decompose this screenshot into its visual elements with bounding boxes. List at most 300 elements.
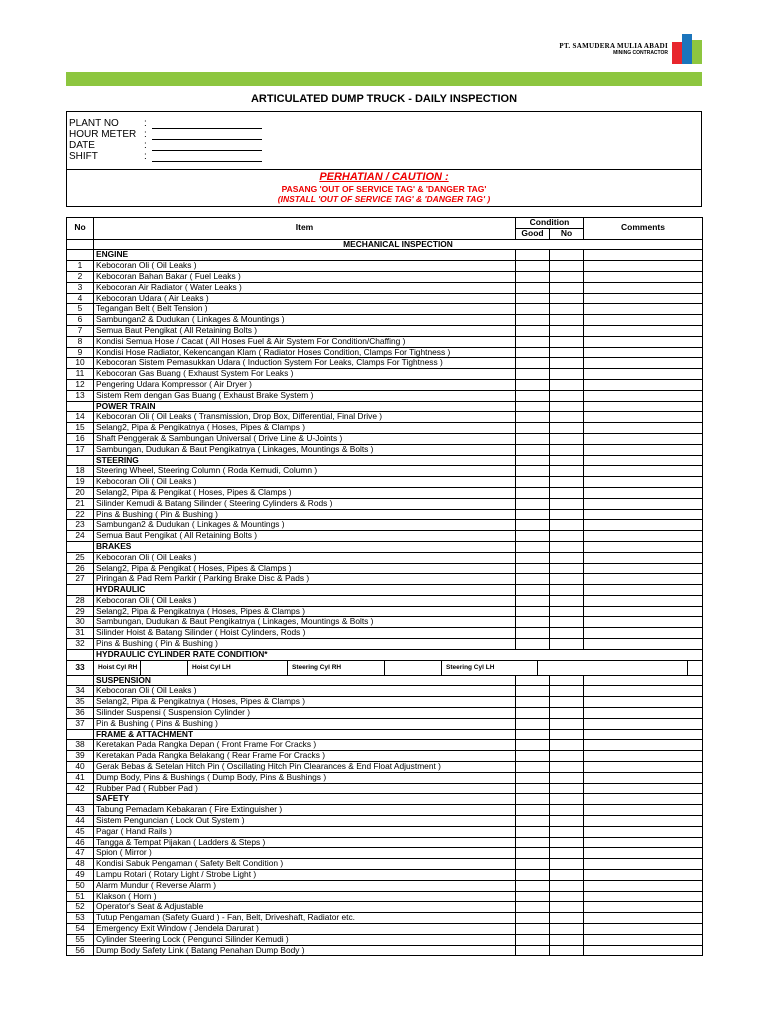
- no-checkbox-cell[interactable]: [550, 595, 584, 606]
- item-number: 33: [67, 660, 94, 675]
- comments-cell[interactable]: [584, 520, 703, 531]
- table-row: [67, 477, 703, 488]
- item-description: Pins & Bushing ( Pin & Bushing ): [94, 639, 516, 650]
- table-row: [67, 708, 703, 719]
- no-checkbox-cell[interactable]: [550, 805, 584, 816]
- good-checkbox-cell[interactable]: [516, 902, 550, 913]
- no-checkbox-cell[interactable]: [550, 498, 584, 509]
- table-row: [67, 412, 703, 423]
- comments-cell[interactable]: [584, 282, 703, 293]
- comments-cell[interactable]: [584, 509, 703, 520]
- blank-cell: [516, 455, 550, 466]
- comments-cell[interactable]: [584, 606, 703, 617]
- item-number: 46: [67, 837, 94, 848]
- comments-cell[interactable]: [584, 783, 703, 794]
- inspection-table: [66, 217, 703, 956]
- hoist-cyl-lh-input[interactable]: [141, 661, 188, 675]
- comments-cell[interactable]: [584, 740, 703, 751]
- good-checkbox-cell[interactable]: [516, 595, 550, 606]
- good-checkbox-cell[interactable]: [516, 891, 550, 902]
- blank-cell: [584, 585, 703, 596]
- item-description: Pengering Udara Kompressor ( Air Dryer ): [94, 379, 516, 390]
- section-row: [67, 729, 703, 740]
- table-row: [67, 293, 703, 304]
- comments-cell[interactable]: [584, 826, 703, 837]
- no-checkbox-cell[interactable]: [550, 816, 584, 827]
- comments-cell[interactable]: [584, 563, 703, 574]
- no-checkbox-cell[interactable]: [550, 390, 584, 401]
- no-checkbox-cell[interactable]: [550, 531, 584, 542]
- good-checkbox-cell[interactable]: [516, 358, 550, 369]
- good-checkbox-cell[interactable]: [516, 466, 550, 477]
- comments-cell[interactable]: [584, 390, 703, 401]
- comments-cell[interactable]: [584, 552, 703, 563]
- no-checkbox-cell[interactable]: [550, 369, 584, 380]
- no-checkbox-cell[interactable]: [550, 433, 584, 444]
- comments-cell[interactable]: [584, 293, 703, 304]
- good-checkbox-cell[interactable]: [516, 336, 550, 347]
- comments-cell[interactable]: [584, 379, 703, 390]
- good-checkbox-cell[interactable]: [516, 805, 550, 816]
- item-number: 39: [67, 751, 94, 762]
- good-checkbox-cell[interactable]: [516, 412, 550, 423]
- cylinder-rate-row: [67, 660, 703, 675]
- blank-cell: [67, 401, 94, 412]
- no-checkbox-cell[interactable]: [550, 762, 584, 773]
- blank-cell: [550, 541, 584, 552]
- info-label: DATE: [69, 140, 95, 151]
- good-checkbox-cell[interactable]: [516, 762, 550, 773]
- comments-cell[interactable]: [584, 859, 703, 870]
- no-checkbox-cell[interactable]: [550, 891, 584, 902]
- no-checkbox-cell[interactable]: [550, 347, 584, 358]
- good-checkbox-cell[interactable]: [516, 379, 550, 390]
- info-colon: :: [144, 118, 147, 129]
- section-title: BRAKES: [94, 541, 516, 552]
- table-row: [67, 336, 703, 347]
- table-row: [67, 880, 703, 891]
- comments-cell[interactable]: [584, 934, 703, 945]
- info-colon: :: [144, 151, 147, 162]
- no-checkbox-cell[interactable]: [550, 520, 584, 531]
- table-row: [67, 639, 703, 650]
- comments-cell[interactable]: [584, 913, 703, 924]
- info-input-line[interactable]: [152, 118, 262, 129]
- table-row: [67, 261, 703, 272]
- steering-cyl-lh: Steering Cyl LH: [442, 661, 538, 675]
- section-row: [67, 541, 703, 552]
- good-checkbox-cell[interactable]: [516, 617, 550, 628]
- item-description: Pin & Bushing ( Pins & Bushing ): [94, 718, 516, 729]
- company-name: PT. SAMUDERA MULIA ABADI: [559, 42, 668, 50]
- item-description: Silinder Suspensi ( Suspension Cylinder ): [94, 708, 516, 719]
- table-row: [67, 924, 703, 935]
- mechanical-inspection-row: [67, 239, 703, 250]
- cylinder-rate-cell: [94, 660, 703, 675]
- table-row: [67, 423, 703, 434]
- company-logo: [672, 34, 702, 64]
- blank-cell: [550, 794, 584, 805]
- item-number: 28: [67, 595, 94, 606]
- no-checkbox-cell[interactable]: [550, 870, 584, 881]
- company-subtitle: MINING CONTRACTOR: [613, 50, 668, 56]
- table-row: [67, 617, 703, 628]
- good-checkbox-cell[interactable]: [516, 628, 550, 639]
- item-description: Semua Baut Pengikat ( All Retaining Bolts ): [94, 325, 516, 336]
- good-checkbox-cell[interactable]: [516, 924, 550, 935]
- item-description: Kebocoran Oli ( Oil Leaks ): [94, 595, 516, 606]
- comments-cell[interactable]: [584, 412, 703, 423]
- no-checkbox-cell[interactable]: [550, 282, 584, 293]
- no-checkbox-cell[interactable]: [550, 336, 584, 347]
- info-colon: :: [144, 140, 147, 151]
- comments-cell[interactable]: [584, 336, 703, 347]
- item-number: 19: [67, 477, 94, 488]
- header-comments: Comments: [584, 218, 703, 240]
- blank-cell: [584, 455, 703, 466]
- blank-cell: [67, 585, 94, 596]
- no-checkbox-cell[interactable]: [550, 924, 584, 935]
- no-checkbox-cell[interactable]: [550, 261, 584, 272]
- good-checkbox-cell[interactable]: [516, 487, 550, 498]
- good-checkbox-cell[interactable]: [516, 639, 550, 650]
- item-number: 4: [67, 293, 94, 304]
- header-condition: Condition: [516, 218, 584, 229]
- good-checkbox-cell[interactable]: [516, 913, 550, 924]
- item-description: Gerak Bebas & Setelan Hitch Pin ( Oscillating Hitch Pin Clearances & End Float Adjustment ): [94, 762, 516, 773]
- no-checkbox-cell[interactable]: [550, 740, 584, 751]
- good-checkbox-cell[interactable]: [516, 315, 550, 326]
- comments-cell[interactable]: [584, 325, 703, 336]
- good-checkbox-cell[interactable]: [516, 934, 550, 945]
- table-row: [67, 686, 703, 697]
- item-description: Selang2, Pipa & Pengikatnya ( Hoses, Pipes & Clamps ): [94, 423, 516, 434]
- comments-cell[interactable]: [584, 369, 703, 380]
- item-number: 44: [67, 816, 94, 827]
- table-row: [67, 563, 703, 574]
- table-row: [67, 282, 703, 293]
- comments-cell[interactable]: [584, 574, 703, 585]
- comments-cell[interactable]: [584, 477, 703, 488]
- hydraulic-cylinder-condition-row: [67, 649, 703, 660]
- good-checkbox-cell[interactable]: [516, 552, 550, 563]
- blank-cell: [584, 794, 703, 805]
- header-item: Item: [94, 218, 516, 240]
- item-number: 56: [67, 945, 94, 956]
- item-number: 40: [67, 762, 94, 773]
- good-checkbox-cell[interactable]: [516, 261, 550, 272]
- section-title: FRAME & ATTACHMENT: [94, 729, 516, 740]
- table-row: [67, 697, 703, 708]
- comments-cell[interactable]: [584, 466, 703, 477]
- mechanical-inspection-heading: MECHANICAL INSPECTION: [94, 239, 703, 250]
- good-checkbox-cell[interactable]: [516, 293, 550, 304]
- good-checkbox-cell[interactable]: [516, 574, 550, 585]
- no-checkbox-cell[interactable]: [550, 848, 584, 859]
- hoist-cyl-rh: Hoist Cyl RH: [94, 661, 141, 675]
- comments-cell[interactable]: [584, 433, 703, 444]
- item-number: 12: [67, 379, 94, 390]
- item-description: Kebocoran Oli ( Oil Leaks ): [94, 686, 516, 697]
- good-checkbox-cell[interactable]: [516, 369, 550, 380]
- comments-cell[interactable]: [584, 628, 703, 639]
- item-number: 18: [67, 466, 94, 477]
- steering-cyl-lh-input[interactable]: [538, 661, 688, 675]
- comments-cell[interactable]: [584, 261, 703, 272]
- good-checkbox-cell[interactable]: [516, 325, 550, 336]
- no-checkbox-cell[interactable]: [550, 934, 584, 945]
- item-description: Pagar ( Hand Rails ): [94, 826, 516, 837]
- hoist-cyl-lh: Hoist Cyl LH: [188, 661, 288, 675]
- section-title: SAFETY: [94, 794, 516, 805]
- good-checkbox-cell[interactable]: [516, 859, 550, 870]
- info-input-line[interactable]: [152, 140, 262, 151]
- item-number: 50: [67, 880, 94, 891]
- info-input-line[interactable]: [152, 151, 262, 162]
- item-description: Tabung Pemadam Kebakaran ( Fire Extinguisher ): [94, 805, 516, 816]
- good-checkbox-cell[interactable]: [516, 390, 550, 401]
- comments-cell[interactable]: [584, 718, 703, 729]
- comments-cell[interactable]: [584, 487, 703, 498]
- no-checkbox-cell[interactable]: [550, 315, 584, 326]
- no-checkbox-cell[interactable]: [550, 772, 584, 783]
- item-description: Kebocoran Oli ( Oil Leaks ): [94, 261, 516, 272]
- comments-cell[interactable]: [584, 708, 703, 719]
- caution-box: [66, 169, 702, 207]
- header-green-bar: [66, 72, 702, 86]
- good-checkbox-cell[interactable]: [516, 740, 550, 751]
- no-checkbox-cell[interactable]: [550, 751, 584, 762]
- blank-cell: [550, 250, 584, 261]
- table-row: [67, 718, 703, 729]
- comments-cell[interactable]: [584, 639, 703, 650]
- good-checkbox-cell[interactable]: [516, 563, 550, 574]
- item-number: 32: [67, 639, 94, 650]
- comments-cell[interactable]: [584, 870, 703, 881]
- good-checkbox-cell[interactable]: [516, 816, 550, 827]
- good-checkbox-cell[interactable]: [516, 423, 550, 434]
- table-row: [67, 913, 703, 924]
- no-checkbox-cell[interactable]: [550, 686, 584, 697]
- comments-cell[interactable]: [584, 498, 703, 509]
- no-checkbox-cell[interactable]: [550, 945, 584, 956]
- table-row: [67, 390, 703, 401]
- good-checkbox-cell[interactable]: [516, 531, 550, 542]
- steering-cyl-rh: Steering Cyl RH: [288, 661, 385, 675]
- item-number: 47: [67, 848, 94, 859]
- good-checkbox-cell[interactable]: [516, 945, 550, 956]
- item-number: 15: [67, 423, 94, 434]
- comments-cell[interactable]: [584, 902, 703, 913]
- good-checkbox-cell[interactable]: [516, 848, 550, 859]
- item-description: Keretakan Pada Rangka Belakang ( Rear Frame For Cracks ): [94, 751, 516, 762]
- comments-cell[interactable]: [584, 880, 703, 891]
- no-checkbox-cell[interactable]: [550, 358, 584, 369]
- blank-cell: [516, 585, 550, 596]
- no-checkbox-cell[interactable]: [550, 628, 584, 639]
- no-checkbox-cell[interactable]: [550, 271, 584, 282]
- table-row: [67, 498, 703, 509]
- no-checkbox-cell[interactable]: [550, 293, 584, 304]
- no-checkbox-cell[interactable]: [550, 487, 584, 498]
- comments-cell[interactable]: [584, 772, 703, 783]
- comments-cell[interactable]: [584, 848, 703, 859]
- no-checkbox-cell[interactable]: [550, 304, 584, 315]
- no-checkbox-cell[interactable]: [550, 718, 584, 729]
- good-checkbox-cell[interactable]: [516, 772, 550, 783]
- table-row: [67, 628, 703, 639]
- no-checkbox-cell[interactable]: [550, 509, 584, 520]
- good-checkbox-cell[interactable]: [516, 870, 550, 881]
- item-number: 30: [67, 617, 94, 628]
- comments-cell[interactable]: [584, 924, 703, 935]
- item-description: Pins & Bushing ( Pin & Bushing ): [94, 509, 516, 520]
- table-row: [67, 487, 703, 498]
- good-checkbox-cell[interactable]: [516, 498, 550, 509]
- good-checkbox-cell[interactable]: [516, 433, 550, 444]
- section-title: HYDRAULIC: [94, 585, 516, 596]
- table-row: [67, 783, 703, 794]
- item-description: Shaft Penggerak & Sambungan Universal ( Drive Line & U-Joints ): [94, 433, 516, 444]
- good-checkbox-cell[interactable]: [516, 347, 550, 358]
- no-checkbox-cell[interactable]: [550, 617, 584, 628]
- item-number: 14: [67, 412, 94, 423]
- section-row: [67, 250, 703, 261]
- no-checkbox-cell[interactable]: [550, 423, 584, 434]
- comments-cell[interactable]: [584, 816, 703, 827]
- no-checkbox-cell[interactable]: [550, 880, 584, 891]
- item-number: 29: [67, 606, 94, 617]
- good-checkbox-cell[interactable]: [516, 783, 550, 794]
- item-description: Spion ( Mirror ): [94, 848, 516, 859]
- item-description: Dump Body, Pins & Bushings ( Dump Body, Pins & Bushings ): [94, 772, 516, 783]
- info-label: PLANT NO: [69, 118, 119, 129]
- good-checkbox-cell[interactable]: [516, 718, 550, 729]
- no-checkbox-cell[interactable]: [550, 837, 584, 848]
- comments-cell[interactable]: [584, 805, 703, 816]
- section-row: [67, 401, 703, 412]
- item-description: Selang2, Pipa & Pengikat ( Hoses, Pipes & Clamps ): [94, 487, 516, 498]
- good-checkbox-cell[interactable]: [516, 282, 550, 293]
- good-checkbox-cell[interactable]: [516, 686, 550, 697]
- item-number: 36: [67, 708, 94, 719]
- no-checkbox-cell[interactable]: [550, 444, 584, 455]
- comments-cell[interactable]: [584, 271, 703, 282]
- no-checkbox-cell[interactable]: [550, 379, 584, 390]
- no-checkbox-cell[interactable]: [550, 477, 584, 488]
- steering-cyl-rh-input[interactable]: [385, 661, 442, 675]
- good-checkbox-cell[interactable]: [516, 271, 550, 282]
- good-checkbox-cell[interactable]: [516, 880, 550, 891]
- no-checkbox-cell[interactable]: [550, 606, 584, 617]
- company-header: [559, 34, 702, 64]
- good-checkbox-cell[interactable]: [516, 444, 550, 455]
- no-checkbox-cell[interactable]: [550, 563, 584, 574]
- info-row: [69, 151, 262, 162]
- item-description: Steering Wheel, Steering Column ( Roda Kemudi, Column ): [94, 466, 516, 477]
- good-checkbox-cell[interactable]: [516, 477, 550, 488]
- item-number: 20: [67, 487, 94, 498]
- good-checkbox-cell[interactable]: [516, 826, 550, 837]
- blank-cell: [67, 541, 94, 552]
- good-checkbox-cell[interactable]: [516, 708, 550, 719]
- cylinder-rate-grid: [94, 661, 702, 675]
- no-checkbox-cell[interactable]: [550, 466, 584, 477]
- comments-cell[interactable]: [584, 347, 703, 358]
- item-number: 10: [67, 358, 94, 369]
- blank-cell: [584, 729, 703, 740]
- table-row: [67, 751, 703, 762]
- comments-cell[interactable]: [584, 891, 703, 902]
- good-checkbox-cell[interactable]: [516, 509, 550, 520]
- info-colon: :: [144, 129, 147, 140]
- no-checkbox-cell[interactable]: [550, 325, 584, 336]
- comments-cell[interactable]: [584, 444, 703, 455]
- comments-cell[interactable]: [584, 304, 703, 315]
- item-description: Sambungan2 & Dudukan ( Linkages & Mountings ): [94, 315, 516, 326]
- no-checkbox-cell[interactable]: [550, 412, 584, 423]
- comments-cell[interactable]: [584, 762, 703, 773]
- no-checkbox-cell[interactable]: [550, 913, 584, 924]
- no-checkbox-cell[interactable]: [550, 708, 584, 719]
- comments-cell[interactable]: [584, 686, 703, 697]
- table-row: [67, 315, 703, 326]
- comments-cell[interactable]: [584, 595, 703, 606]
- company-text: [559, 42, 668, 56]
- comments-cell[interactable]: [584, 531, 703, 542]
- comments-cell[interactable]: [584, 358, 703, 369]
- good-checkbox-cell[interactable]: [516, 751, 550, 762]
- no-checkbox-cell[interactable]: [550, 783, 584, 794]
- item-description: Sambungan2 & Dudukan ( Linkages & Mountings ): [94, 520, 516, 531]
- no-checkbox-cell[interactable]: [550, 826, 584, 837]
- item-description: Kebocoran Sistem Pemasukkan Udara ( Induction System For Leaks, Clamps For Tightness ): [94, 358, 516, 369]
- no-checkbox-cell[interactable]: [550, 859, 584, 870]
- comments-cell[interactable]: [584, 423, 703, 434]
- no-checkbox-cell[interactable]: [550, 639, 584, 650]
- info-input-line[interactable]: [152, 129, 262, 140]
- good-checkbox-cell[interactable]: [516, 697, 550, 708]
- good-checkbox-cell[interactable]: [516, 520, 550, 531]
- table-row: [67, 945, 703, 956]
- no-checkbox-cell[interactable]: [550, 552, 584, 563]
- good-checkbox-cell[interactable]: [516, 304, 550, 315]
- item-description: Kondisi Hose Radiator, Kekencangan Klam ( Radiator Hoses Condition, Clamps For Tightness ): [94, 347, 516, 358]
- item-number: 9: [67, 347, 94, 358]
- item-number: 34: [67, 686, 94, 697]
- no-checkbox-cell[interactable]: [550, 697, 584, 708]
- info-label: SHIFT: [69, 151, 98, 162]
- good-checkbox-cell[interactable]: [516, 606, 550, 617]
- comments-cell[interactable]: [584, 751, 703, 762]
- comments-cell[interactable]: [584, 945, 703, 956]
- no-checkbox-cell[interactable]: [550, 902, 584, 913]
- item-description: Rubber Pad ( Rubber Pad ): [94, 783, 516, 794]
- good-checkbox-cell[interactable]: [516, 837, 550, 848]
- table-row: [67, 574, 703, 585]
- table-row: [67, 859, 703, 870]
- no-checkbox-cell[interactable]: [550, 574, 584, 585]
- item-number: 5: [67, 304, 94, 315]
- comments-cell[interactable]: [584, 315, 703, 326]
- comments-cell[interactable]: [584, 837, 703, 848]
- item-number: 41: [67, 772, 94, 783]
- table-row: [67, 433, 703, 444]
- comments-cell[interactable]: [584, 697, 703, 708]
- section-row: [67, 794, 703, 805]
- comments-cell[interactable]: [584, 617, 703, 628]
- item-description: Kebocoran Oli ( Oil Leaks ): [94, 552, 516, 563]
